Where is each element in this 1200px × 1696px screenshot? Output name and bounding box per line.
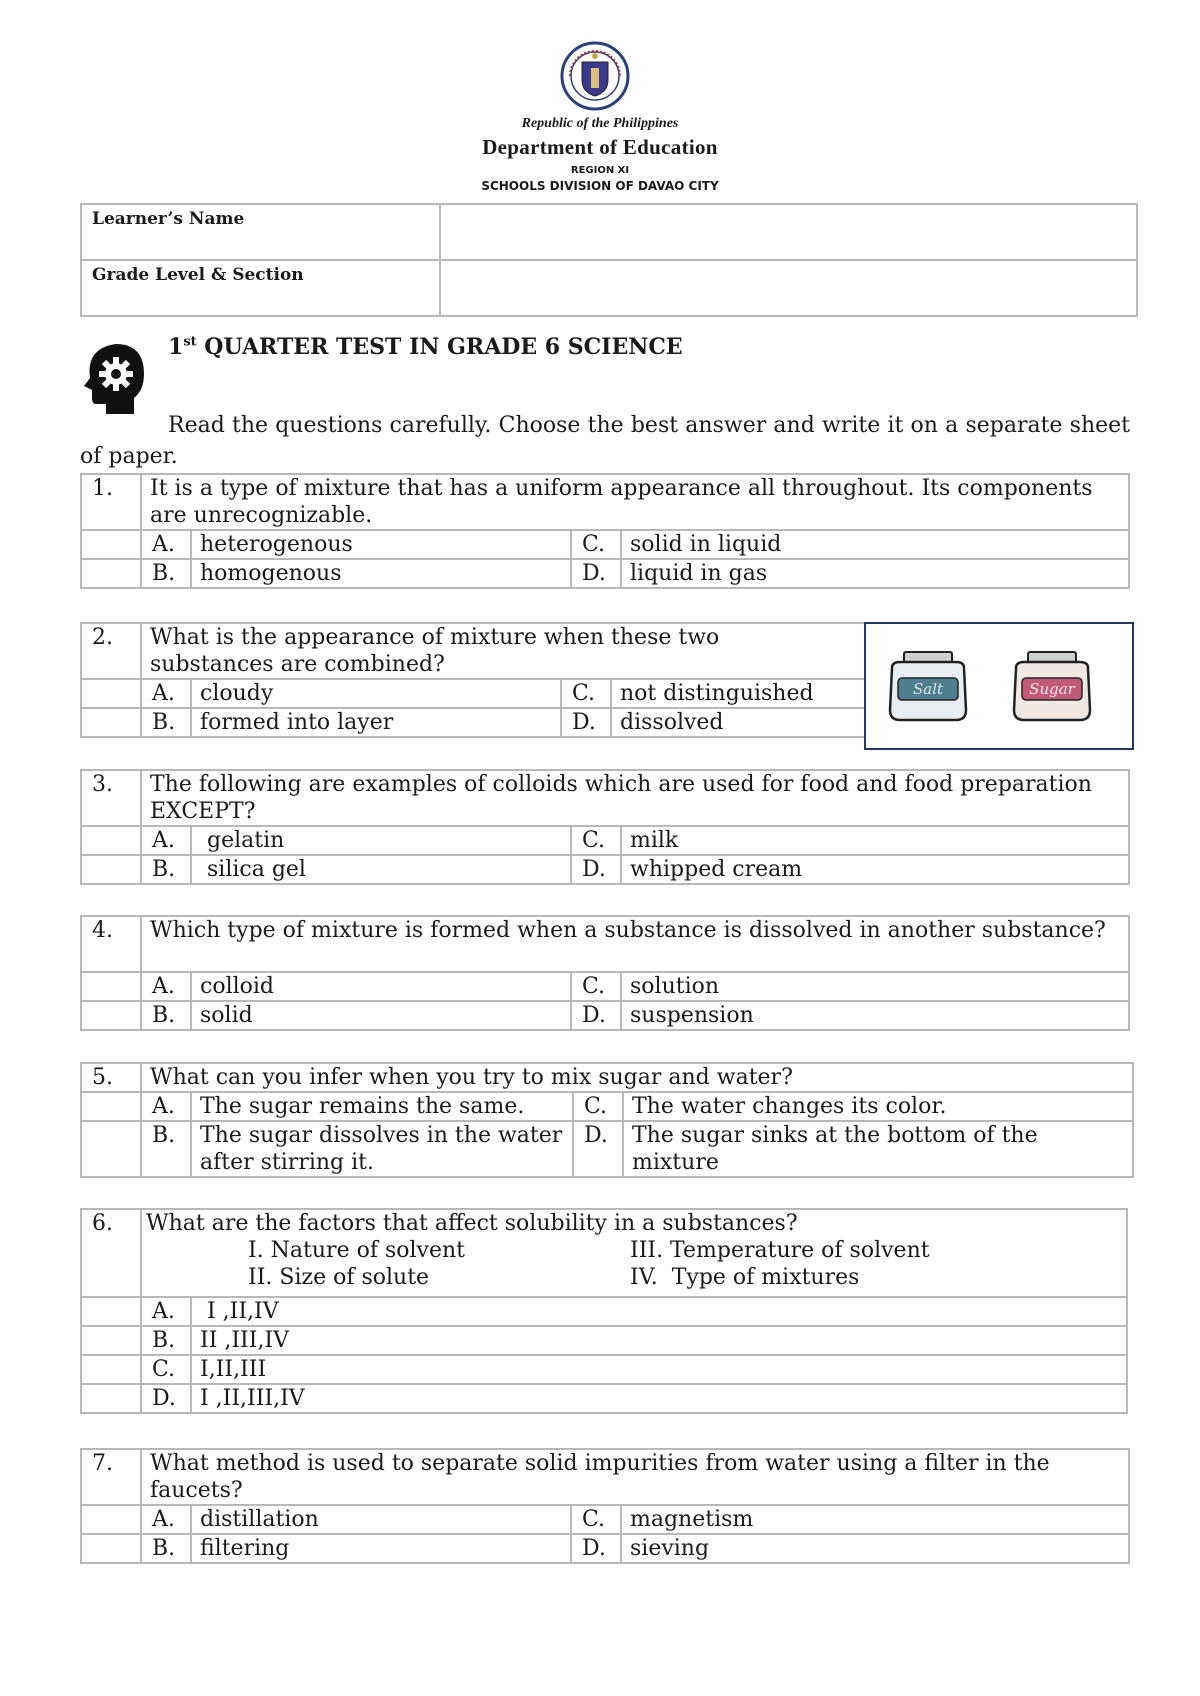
option-a[interactable]: The sugar remains the same. bbox=[191, 1092, 573, 1121]
option-letter: A. bbox=[141, 530, 191, 559]
question-number: 4. bbox=[81, 916, 141, 972]
head-gear-icon bbox=[80, 338, 150, 418]
learner-name-field[interactable] bbox=[440, 204, 1137, 260]
question-1 bbox=[80, 473, 1130, 589]
option-a[interactable]: cloudy bbox=[191, 679, 561, 708]
option-d[interactable]: whipped cream bbox=[630, 857, 803, 882]
option-letter: A. bbox=[141, 679, 191, 708]
option-letter: D. bbox=[573, 1121, 623, 1177]
grade-section-field[interactable] bbox=[440, 260, 1137, 316]
option-d-cell[interactable]: D. dissolved bbox=[561, 708, 1133, 737]
option-c[interactable]: I,II,III bbox=[191, 1355, 1127, 1384]
department-label: Department of Education bbox=[482, 135, 718, 159]
option-a[interactable]: I ,II,IV bbox=[191, 1297, 1127, 1326]
question-7 bbox=[80, 1448, 1130, 1564]
question-3 bbox=[80, 769, 1130, 885]
learner-name-label: Learner’s Name bbox=[81, 204, 440, 260]
option-letter: A. bbox=[141, 1505, 191, 1534]
option-d[interactable]: liquid in gas bbox=[630, 561, 768, 586]
question-block bbox=[141, 1209, 1127, 1297]
option-d[interactable]: sieving bbox=[630, 1536, 710, 1561]
question-text: The following are examples of colloids which are used for food and food preparation EXCEPT? bbox=[141, 770, 1129, 826]
option-c-cell[interactable]: C. solution bbox=[571, 972, 1129, 1001]
question-text: What are the factors that affect solubility in a substances? bbox=[146, 1211, 798, 1236]
factor-1: I. Nature of solvent bbox=[248, 1238, 465, 1263]
option-b[interactable]: silica gel bbox=[191, 855, 571, 884]
question-4 bbox=[80, 915, 1130, 1031]
grade-section-label: Grade Level & Section bbox=[81, 260, 440, 316]
salt-sugar-jars-image bbox=[864, 622, 1134, 750]
option-letter: C. bbox=[573, 1092, 623, 1121]
option-letter: B. bbox=[141, 1326, 191, 1355]
factor-2: II. Size of solute bbox=[248, 1265, 430, 1290]
option-letter: B. bbox=[141, 1121, 191, 1177]
question-number: 2. bbox=[81, 623, 141, 679]
option-letter: B. bbox=[141, 708, 191, 737]
option-d[interactable]: I ,II,III,IV bbox=[191, 1384, 1127, 1413]
option-b[interactable]: filtering bbox=[191, 1534, 571, 1563]
option-letter: A. bbox=[141, 1297, 191, 1326]
option-d-cell[interactable]: D. suspension bbox=[571, 1001, 1129, 1030]
division-label: SCHOOLS DIVISION OF DAVAO CITY bbox=[481, 179, 719, 193]
question-text: What method is used to separate solid impurities from water using a filter in the faucets? bbox=[141, 1449, 1129, 1505]
factor-3: III. Temperature of solvent bbox=[630, 1238, 930, 1263]
option-letter: D. bbox=[141, 1384, 191, 1413]
option-d-cell[interactable]: D. liquid in gas bbox=[571, 559, 1129, 588]
option-c-cell[interactable]: C. solid in liquid bbox=[571, 530, 1129, 559]
region-label: REGION XI bbox=[570, 165, 630, 176]
option-letter: A. bbox=[141, 1092, 191, 1121]
learner-info-table bbox=[80, 203, 1138, 317]
option-c-cell[interactable]: C. not distinguished bbox=[561, 679, 1133, 708]
option-letter: C. bbox=[141, 1355, 191, 1384]
question-text: What can you infer when you try to mix sugar and water? bbox=[141, 1063, 1133, 1092]
option-d-cell[interactable]: D. whipped cream bbox=[571, 855, 1129, 884]
option-a[interactable]: heterogenous bbox=[191, 530, 571, 559]
option-d[interactable]: The sugar sinks at the bottom of the mixture bbox=[623, 1121, 1133, 1177]
option-a[interactable]: colloid bbox=[191, 972, 571, 1001]
option-c-cell[interactable]: C. magnetism bbox=[571, 1505, 1129, 1534]
option-a[interactable]: gelatin bbox=[191, 826, 571, 855]
option-c[interactable]: magnetism bbox=[630, 1507, 754, 1532]
test-title: 1st QUARTER TEST IN GRADE 6 SCIENCE bbox=[168, 334, 683, 360]
republic-label: Republic of the Philippines bbox=[521, 116, 679, 131]
option-letter: A. bbox=[141, 972, 191, 1001]
question-text: What is the appearance of mixture when these two substances are combined? bbox=[141, 623, 1133, 679]
question-text: Which type of mixture is formed when a substance is dissolved in another substance? bbox=[141, 916, 1129, 972]
option-d[interactable]: suspension bbox=[630, 1003, 754, 1028]
option-d[interactable]: dissolved bbox=[620, 710, 724, 735]
option-b[interactable]: II ,III,IV bbox=[191, 1326, 1127, 1355]
svg-text:Salt: Salt bbox=[912, 680, 944, 698]
option-b[interactable]: The sugar dissolves in the water after stirring it. bbox=[191, 1121, 573, 1177]
option-b[interactable]: formed into layer bbox=[191, 708, 561, 737]
question-number: 3. bbox=[81, 770, 141, 826]
option-a[interactable]: distillation bbox=[191, 1505, 571, 1534]
option-letter: B. bbox=[141, 1534, 191, 1563]
option-letter: B. bbox=[141, 559, 191, 588]
option-letter: B. bbox=[141, 855, 191, 884]
question-number: 1. bbox=[81, 474, 141, 530]
option-letter: A. bbox=[141, 826, 191, 855]
instructions: Read the questions carefully. Choose the best answer and write it on a separate sheet of paper. bbox=[80, 413, 1130, 469]
option-c[interactable]: solution bbox=[630, 974, 720, 999]
question-number: 7. bbox=[81, 1449, 141, 1505]
option-b[interactable]: solid bbox=[191, 1001, 571, 1030]
deped-seal bbox=[560, 40, 630, 112]
option-c-cell[interactable]: C. milk bbox=[571, 826, 1129, 855]
question-number: 6. bbox=[81, 1209, 141, 1297]
option-c[interactable]: not distinguished bbox=[620, 681, 814, 706]
question-text: It is a type of mixture that has a uniform appearance all throughout. Its components are unrecognizable. bbox=[141, 474, 1129, 530]
question-number: 5. bbox=[81, 1063, 141, 1092]
svg-text:Sugar: Sugar bbox=[1029, 680, 1075, 698]
salt-jar-icon bbox=[890, 652, 966, 720]
option-d-cell[interactable]: D. sieving bbox=[571, 1534, 1129, 1563]
option-c[interactable]: milk bbox=[630, 828, 679, 853]
question-6 bbox=[80, 1208, 1128, 1414]
option-b[interactable]: homogenous bbox=[191, 559, 571, 588]
sugar-jar-icon bbox=[1014, 652, 1090, 720]
factor-4: IV. Type of mixtures bbox=[630, 1265, 860, 1290]
question-5 bbox=[80, 1062, 1134, 1178]
option-c[interactable]: solid in liquid bbox=[630, 532, 782, 557]
option-c[interactable]: The water changes its color. bbox=[623, 1092, 1133, 1121]
option-letter: B. bbox=[141, 1001, 191, 1030]
